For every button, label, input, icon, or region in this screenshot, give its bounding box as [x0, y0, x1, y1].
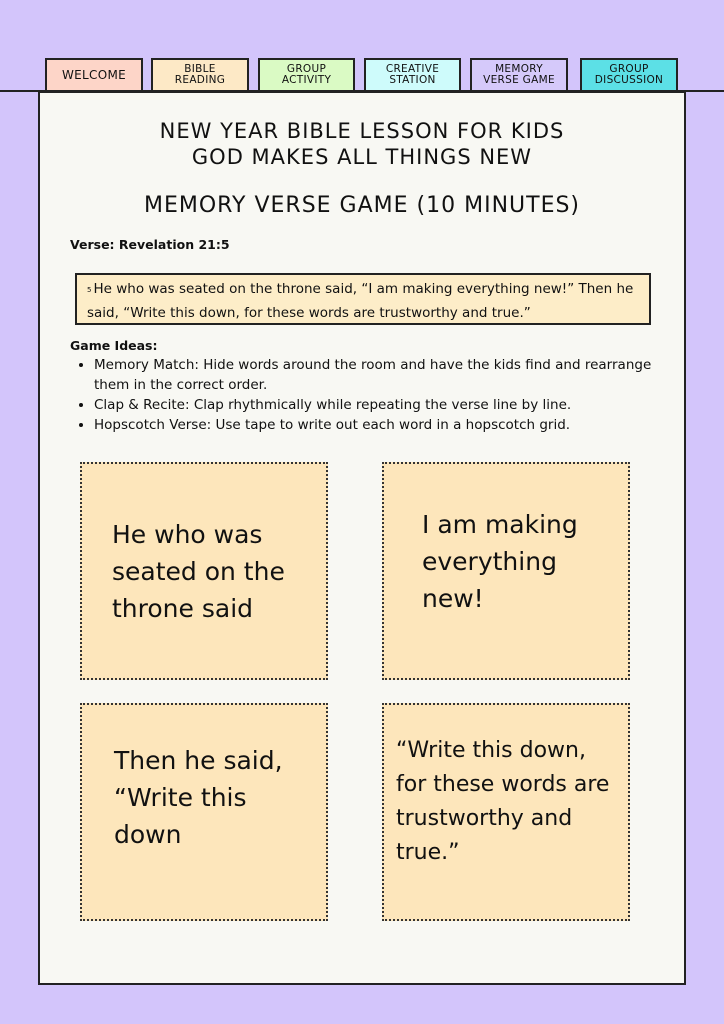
verse-number: 5: [87, 286, 92, 294]
page-subtitle: GOD MAKES ALL THINGS NEW: [191, 145, 533, 169]
verse-card: He who was seated on the throne said: [80, 462, 328, 680]
tab-group-activity[interactable]: GROUP ACTIVITY: [258, 58, 355, 90]
verse-box: [75, 273, 651, 325]
page-title: NEW YEAR BIBLE LESSON FOR KIDS: [159, 119, 565, 143]
section-title: MEMORY VERSE GAME (10 MINUTES): [143, 193, 581, 218]
verse-label: Verse: Revelation 21:5: [70, 237, 230, 252]
tab-creative-station[interactable]: CREATIVE STATION: [364, 58, 461, 90]
tab-welcome[interactable]: WELCOME: [45, 58, 143, 90]
tab-memory-verse-game[interactable]: MEMORY VERSE GAME: [470, 58, 568, 90]
list-item: • Memory Match: Hide words around the room and have the kids find and rearrange them in the correct order.: [94, 355, 654, 395]
verse-text: He who was seated on the throne said, “I am making everything new!” Then he said, “Write this down, for these words are trustworthy and true.”: [87, 281, 634, 321]
verse-card: Then he said, “Write this down: [80, 703, 328, 921]
tab-bible-reading[interactable]: BIBLE READING: [151, 58, 249, 90]
list-item: • Hopscotch Verse: Use tape to write out each word in a hopscotch grid.: [94, 415, 654, 435]
game-ideas-label: Game Ideas:: [70, 338, 158, 353]
game-ideas-list: [70, 355, 654, 435]
list-item: • Clap & Recite: Clap rhythmically while repeating the verse line by line.: [94, 395, 654, 415]
verse-card: “Write this down, for these words are trustworthy and true.”: [382, 703, 630, 921]
lesson-page: [38, 91, 686, 985]
verse-card: I am making everything new!: [382, 462, 630, 680]
tab-group-discussion[interactable]: GROUP DISCUSSION: [580, 58, 678, 90]
